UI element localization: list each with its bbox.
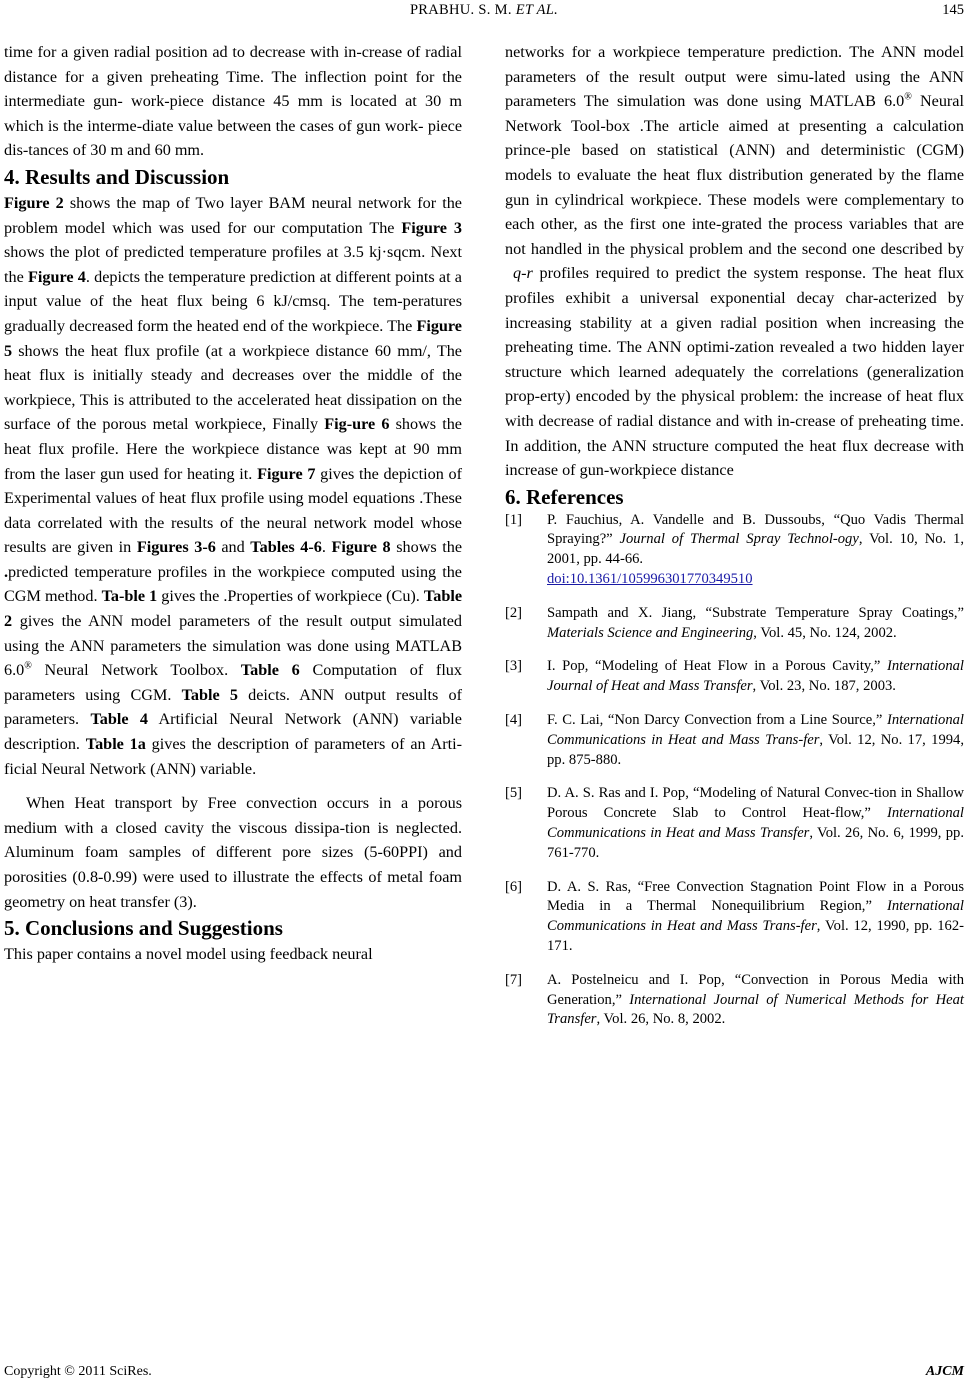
- reference-number: [3]: [505, 658, 523, 675]
- journal-abbrev: AJCM: [925, 1364, 964, 1379]
- table-ref: Tables 4-6: [250, 538, 322, 557]
- reference-journal: International Journal of Heat and Mass Transfer: [547, 658, 964, 695]
- reference-item: [505, 971, 964, 1030]
- paragraph-text: and: [215, 538, 251, 557]
- running-head: [0, 2, 968, 19]
- running-head-et-al: ET AL.: [515, 2, 559, 18]
- reference-item: [505, 711, 964, 770]
- reference-authors-title: F. C. Lai, “Non Darcy Convection from a Line Source,”: [547, 712, 887, 729]
- heat-transport-paragraph: When Heat transport by Free convection occurs in a porous medium with a closed cavity the viscous dissipa-tion is neglected. Aluminum foam samples of different pore sizes (5-60PPI) and porosities (0.8-0.99) were used to illustrate the effects of metal foam geometry on heat transfer (3).: [4, 794, 462, 911]
- reference-details: , Vol. 45, No. 124, 2002.: [753, 624, 897, 641]
- results-paragraph: [4, 191, 462, 781]
- reference-number: [6]: [505, 878, 523, 895]
- reference-authors-title: P. Fauchius, A. Vandelle and B. Dussoubs, “Quo Vadis Thermal Spraying?”: [547, 511, 964, 548]
- paragraph-text: Neural Network Tool-box .The article aimed at presenting a calculation prince-ple based on statistical (ANN) and deterministic (CGM) models to evaluate the heat flux distribution generated by the flame gun in cylindrical workpiece. These models were complementary to each other, as the first one inte-grated the process variables that are not handled in the physical problem and the second one described by: [505, 92, 964, 258]
- section-6-heading: 6. References: [505, 484, 624, 509]
- reference-authors-title: Sampath and X. Jiang, “Substrate Temperature Spray Coatings,”: [547, 604, 964, 621]
- figure-ref: Figure 4: [28, 267, 86, 286]
- registered-mark: ®: [904, 91, 912, 103]
- reference-authors-title: D. A. S. Ras, “Free Convection Stagnation Point Flow in a Porous Media in a Thermal Nonequilibrium Region,”: [547, 878, 964, 915]
- paragraph-text: Artificial Neural Network (ANN) variable description.: [4, 710, 462, 754]
- intro-paragraph: time for a given radial position ad to decrease with in-crease of radial distance for a given preheating Time. The inflection point for the intermediate gun- work-piece distance 45 mm is located at 30 m which is the interme-diate value between the cases of gun work- piece dis-tances of 30 m and 60 mm.: [4, 43, 462, 160]
- reference-journal: International Communications in Heat and Mass Transfer: [547, 805, 964, 842]
- paragraph-text: shows the heat flux profile. Here the workpiece distance was kept at 90 mm from the laser gun used for heating it.: [4, 415, 462, 483]
- reference-authors-title: I. Pop, “Modeling of Heat Flow in a Porous Cavity,”: [547, 658, 887, 675]
- q-r-symbol: q-r: [513, 264, 533, 283]
- figure-ref: Figure 3: [401, 218, 463, 237]
- figure-ref: Figure 2: [4, 193, 64, 212]
- reference-details: , Vol. 26, No. 6, 1999, pp. 761-770.: [547, 825, 964, 861]
- page-footer: [0, 1364, 968, 1386]
- paragraph-text: . depicts the temperature prediction at different points at a input value of the heat flux being 6 kJ/cmsq. The tem-peratures gradually decreased form the heated end of the workpiece. The: [4, 267, 462, 335]
- figure-ref: Figures 3-6: [136, 538, 216, 557]
- page-header: [0, 0, 968, 26]
- paragraph-text: shows the map of Two layer BAM neural network for the problem model which was used for our computation The: [4, 193, 462, 237]
- section-4-heading: 4. Results and Discussion: [4, 164, 230, 189]
- reference-journal: International Communications in Heat and Mass Trans-fer: [547, 898, 964, 935]
- left-column: [4, 40, 462, 967]
- paragraph-text: shows the heat flux profile (at a workpiece distance 60 mm/, The heat flux is initially steady and decreases over the middle of the workpiece, This is attributed to the accelerated heat dissipation on the surface of the porous metal workpiece, Finally: [4, 341, 462, 434]
- reference-number: [4]: [505, 712, 523, 729]
- copyright-notice: Copyright © 2011 SciRes.: [4, 1364, 152, 1379]
- paragraph-text: .: [321, 538, 332, 557]
- figure-ref: Figure 8: [331, 538, 391, 557]
- reference-number: [2]: [505, 604, 523, 621]
- paragraph-text: gives the .Properties of workpiece (Cu).: [157, 587, 424, 606]
- table-ref: Table 5: [181, 685, 238, 704]
- reference-details: , Vol. 23, No. 187, 2003.: [752, 678, 896, 695]
- paragraph-text: shows the plot of predicted temperature profiles at 3.5 kj·sqcm. Next the: [4, 243, 462, 286]
- reference-details: , Vol. 12, No. 17, 1994, pp. 875-880.: [547, 731, 964, 768]
- table-ref: Table 4: [90, 710, 148, 729]
- reference-journal: International Journal of Numerical Methods for Heat Transfer: [547, 991, 964, 1028]
- paragraph-text: Computation of flux parameters using CGM.: [4, 661, 462, 704]
- reference-list: [505, 511, 964, 1031]
- reference-journal: Journal of Thermal Spray Technol-ogy: [619, 531, 859, 548]
- figure-ref: Figure 5: [4, 316, 462, 360]
- reference-details: , Vol. 12, 1990, pp. 162-171.: [547, 918, 964, 955]
- reference-item: [505, 511, 964, 590]
- table-ref: Ta-ble 1: [101, 587, 158, 606]
- paragraph-text: profiles required to predict the system response. The heat flux profiles exhibit a universal exponential decay char-acterized by increasing stability at a given radial position when increasing the preheating time. The ANN optimi-zation revealed a two hidden layer structure which learned adequately the correlations (generalization prop-erty) encoded by the physical problem: the increase of heat flux with decrease of radial distance and with in-crease of preheating time. In addition, the ANN structure computed the heat flux decrease with increase of gun-workpiece distance: [505, 264, 964, 480]
- reference-item: [505, 878, 964, 957]
- table-ref: Table 2: [4, 587, 463, 631]
- paragraph-text: networks for a workpiece temperature prediction. The ANN model parameters of the result output were simu-lated using the ANN parameters The simulation was done using MATLAB 6.0: [505, 43, 964, 111]
- reference-details: , Vol. 10, No. 1, 2001, pp. 44-66.: [547, 531, 964, 568]
- reference-journal: International Communications in Heat and Mass Trans-fer: [547, 712, 964, 748]
- conclusions-paragraph: [505, 40, 964, 483]
- section-5-heading: 5. Conclusions and Suggestions: [4, 916, 283, 941]
- reference-authors-title: D. A. S. Ras and I. Pop, “Modeling of Natural Convec-tion in Shallow Porous Concrete Slab to Control Heat-flow,”: [547, 785, 964, 822]
- doi-link[interactable]: doi:10.1361/105996301770349510: [547, 571, 753, 588]
- reference-number: [1]: [505, 511, 523, 528]
- figure-ref: Figure 7: [257, 464, 316, 483]
- page-number: 145: [942, 2, 964, 18]
- paragraph-text: gives the description of parameters of an Arti-ficial Neural Network (ANN) variable.: [4, 735, 462, 778]
- right-column: [505, 40, 964, 1044]
- table-ref: Table 1a: [85, 735, 146, 754]
- reference-authors-title: A. Postelneicu and I. Pop, “Convection in Porous Media with Generation,”: [547, 971, 964, 1008]
- reference-item: [505, 784, 964, 863]
- paragraph-text: gives the ANN model parameters of the result output simulated using the ANN parameters the simulation was done using MATLAB 6.0: [4, 612, 462, 680]
- paragraph-text: predicted temperature profiles in the workpiece computed using the CGM method.: [4, 562, 462, 606]
- reference-journal: Materials Science and Engineering: [547, 624, 754, 641]
- reference-item: [505, 657, 964, 697]
- reference-number: [7]: [505, 971, 523, 988]
- running-head-author: PRABHU. S. M.: [409, 2, 512, 18]
- paragraph-text: Neural Network Toolbox.: [31, 661, 241, 680]
- paragraph-text: gives the depiction of Experimental values of heat flux profile using model equations .These data correlated with the results of the neural network model whose results are given in: [4, 464, 462, 557]
- paragraph-text: deicts. ANN output results of parameters.: [4, 685, 462, 729]
- paragraph-text: shows the: [390, 538, 463, 557]
- conclusions-start: This paper contains a novel model using feedback neural: [4, 945, 373, 964]
- figure-ref: Fig-ure 6: [324, 415, 390, 434]
- registered-mark: ®: [24, 660, 32, 672]
- bold-dot: .: [4, 562, 9, 581]
- reference-number: [5]: [505, 785, 523, 802]
- table-ref: Table 6: [240, 661, 300, 680]
- reference-item: [505, 604, 964, 644]
- reference-details: , Vol. 26, No. 8, 2002.: [596, 1011, 726, 1028]
